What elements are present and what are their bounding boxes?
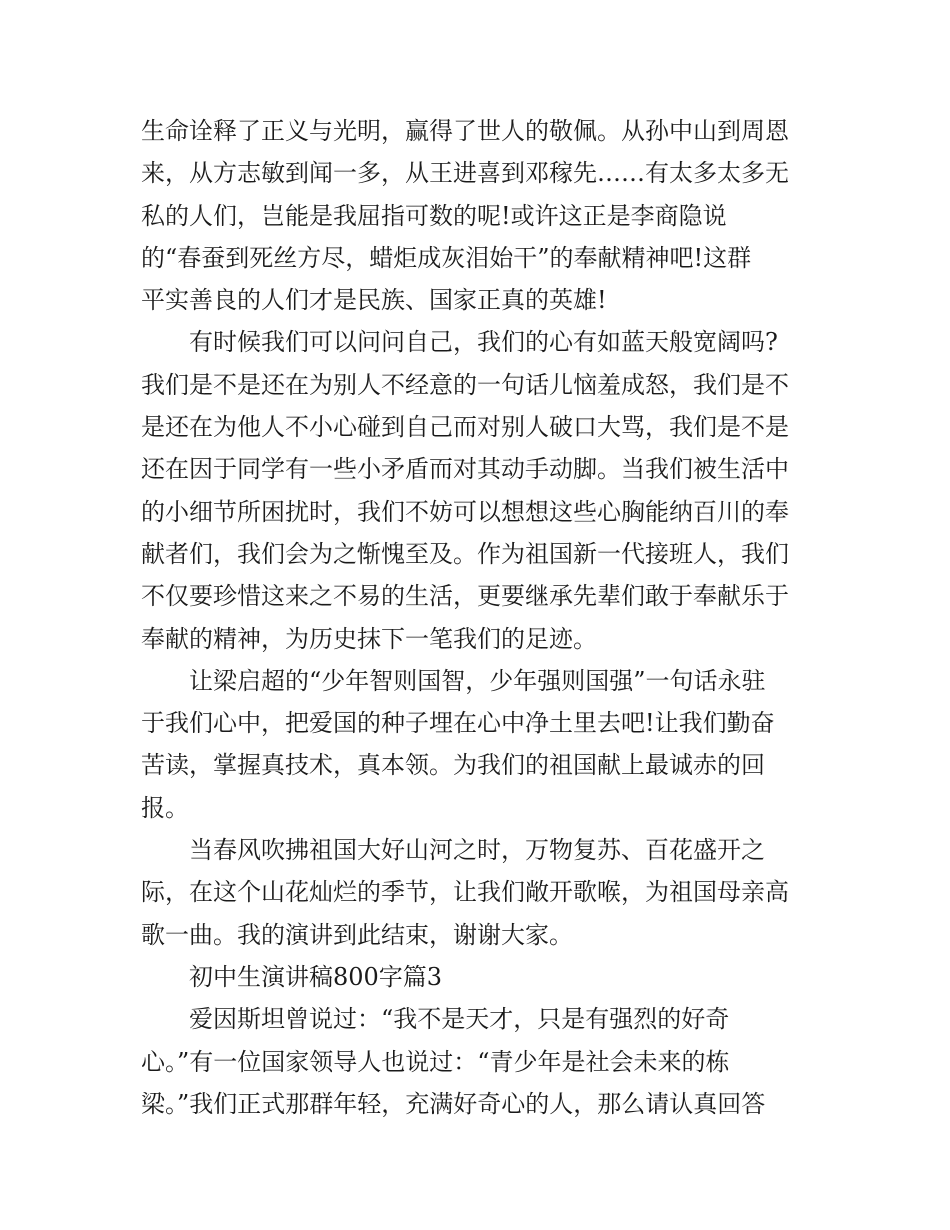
text-line: 初中生演讲稿800字篇3 (189, 962, 443, 991)
text-line: 平实善良的人们才是民族、国家正真的英雄! (141, 286, 607, 315)
text-line: 奉献的精神，为历史抹下一笔我们的足迹。 (141, 624, 597, 653)
text-line: 献者们，我们会为之惭愧至及。作为祖国新一代接班人，我们 (141, 539, 789, 568)
text-line: 来，从方志敏到闻一多，从王进喜到邓稼先……有太多太多无 (141, 159, 789, 188)
text-line: 心。”有一位国家领导人也说过：“青少年是社会未来的栋 (141, 1047, 730, 1076)
text-line: 苦读，掌握真技术，真本领。为我们的祖国献上最诚赤的回 (141, 751, 765, 780)
text-line: 让梁启超的“少年智则国智，少年强则国强”一句话永驻 (189, 666, 766, 695)
text-line: 于我们心中，把爱国的种子埋在心中净土里去吧!让我们勤奋 (141, 709, 775, 738)
text-line: 歌一曲。我的演讲到此结束，谢谢大家。 (141, 920, 573, 949)
text-line: 有时候我们可以问问自己，我们的心有如蓝天般宽阔吗? (189, 328, 778, 357)
text-line: 私的人们，岂能是我屈指可数的呢!或许这正是李商隐说 (141, 201, 727, 230)
text-line: 际，在这个山花灿烂的季节，让我们敞开歌喉，为祖国母亲高 (141, 878, 789, 907)
text-line: 的小细节所困扰时，我们不妨可以想想这些心胸能纳百川的奉 (141, 497, 789, 526)
text-line: 还在因于同学有一些小矛盾而对其动手动脚。当我们被生活中 (141, 455, 789, 484)
text-line: 报。 (141, 793, 189, 822)
text-line: 是还在为他人不小心碰到自己而对别人破口大骂，我们是不是 (141, 413, 789, 442)
text-line: 我们是不是还在为别人不经意的一句话儿恼羞成怒，我们是不 (141, 370, 789, 399)
text-line: 不仅要珍惜这来之不易的生活，更要继承先辈们敢于奉献乐于 (141, 582, 789, 611)
document-body (141, 110, 821, 1125)
text-line: 的“春蚕到死丝方尽，蜡炬成灰泪始干”的奉献精神吧!这群 (141, 243, 752, 272)
text-line: 生命诠释了正义与光明，赢得了世人的敬佩。从孙中山到周恩 (141, 117, 789, 145)
text-line: 当春风吹拂祖国大好山河之时，万物复苏、百花盛开之 (189, 836, 765, 865)
text-line: 梁。”我们正式那群年轻，充满好奇心的人，那么请认真回答 (141, 1089, 766, 1118)
text-line: 爱因斯坦曾说过：“我不是天才，只是有强烈的好奇 (189, 1005, 730, 1034)
